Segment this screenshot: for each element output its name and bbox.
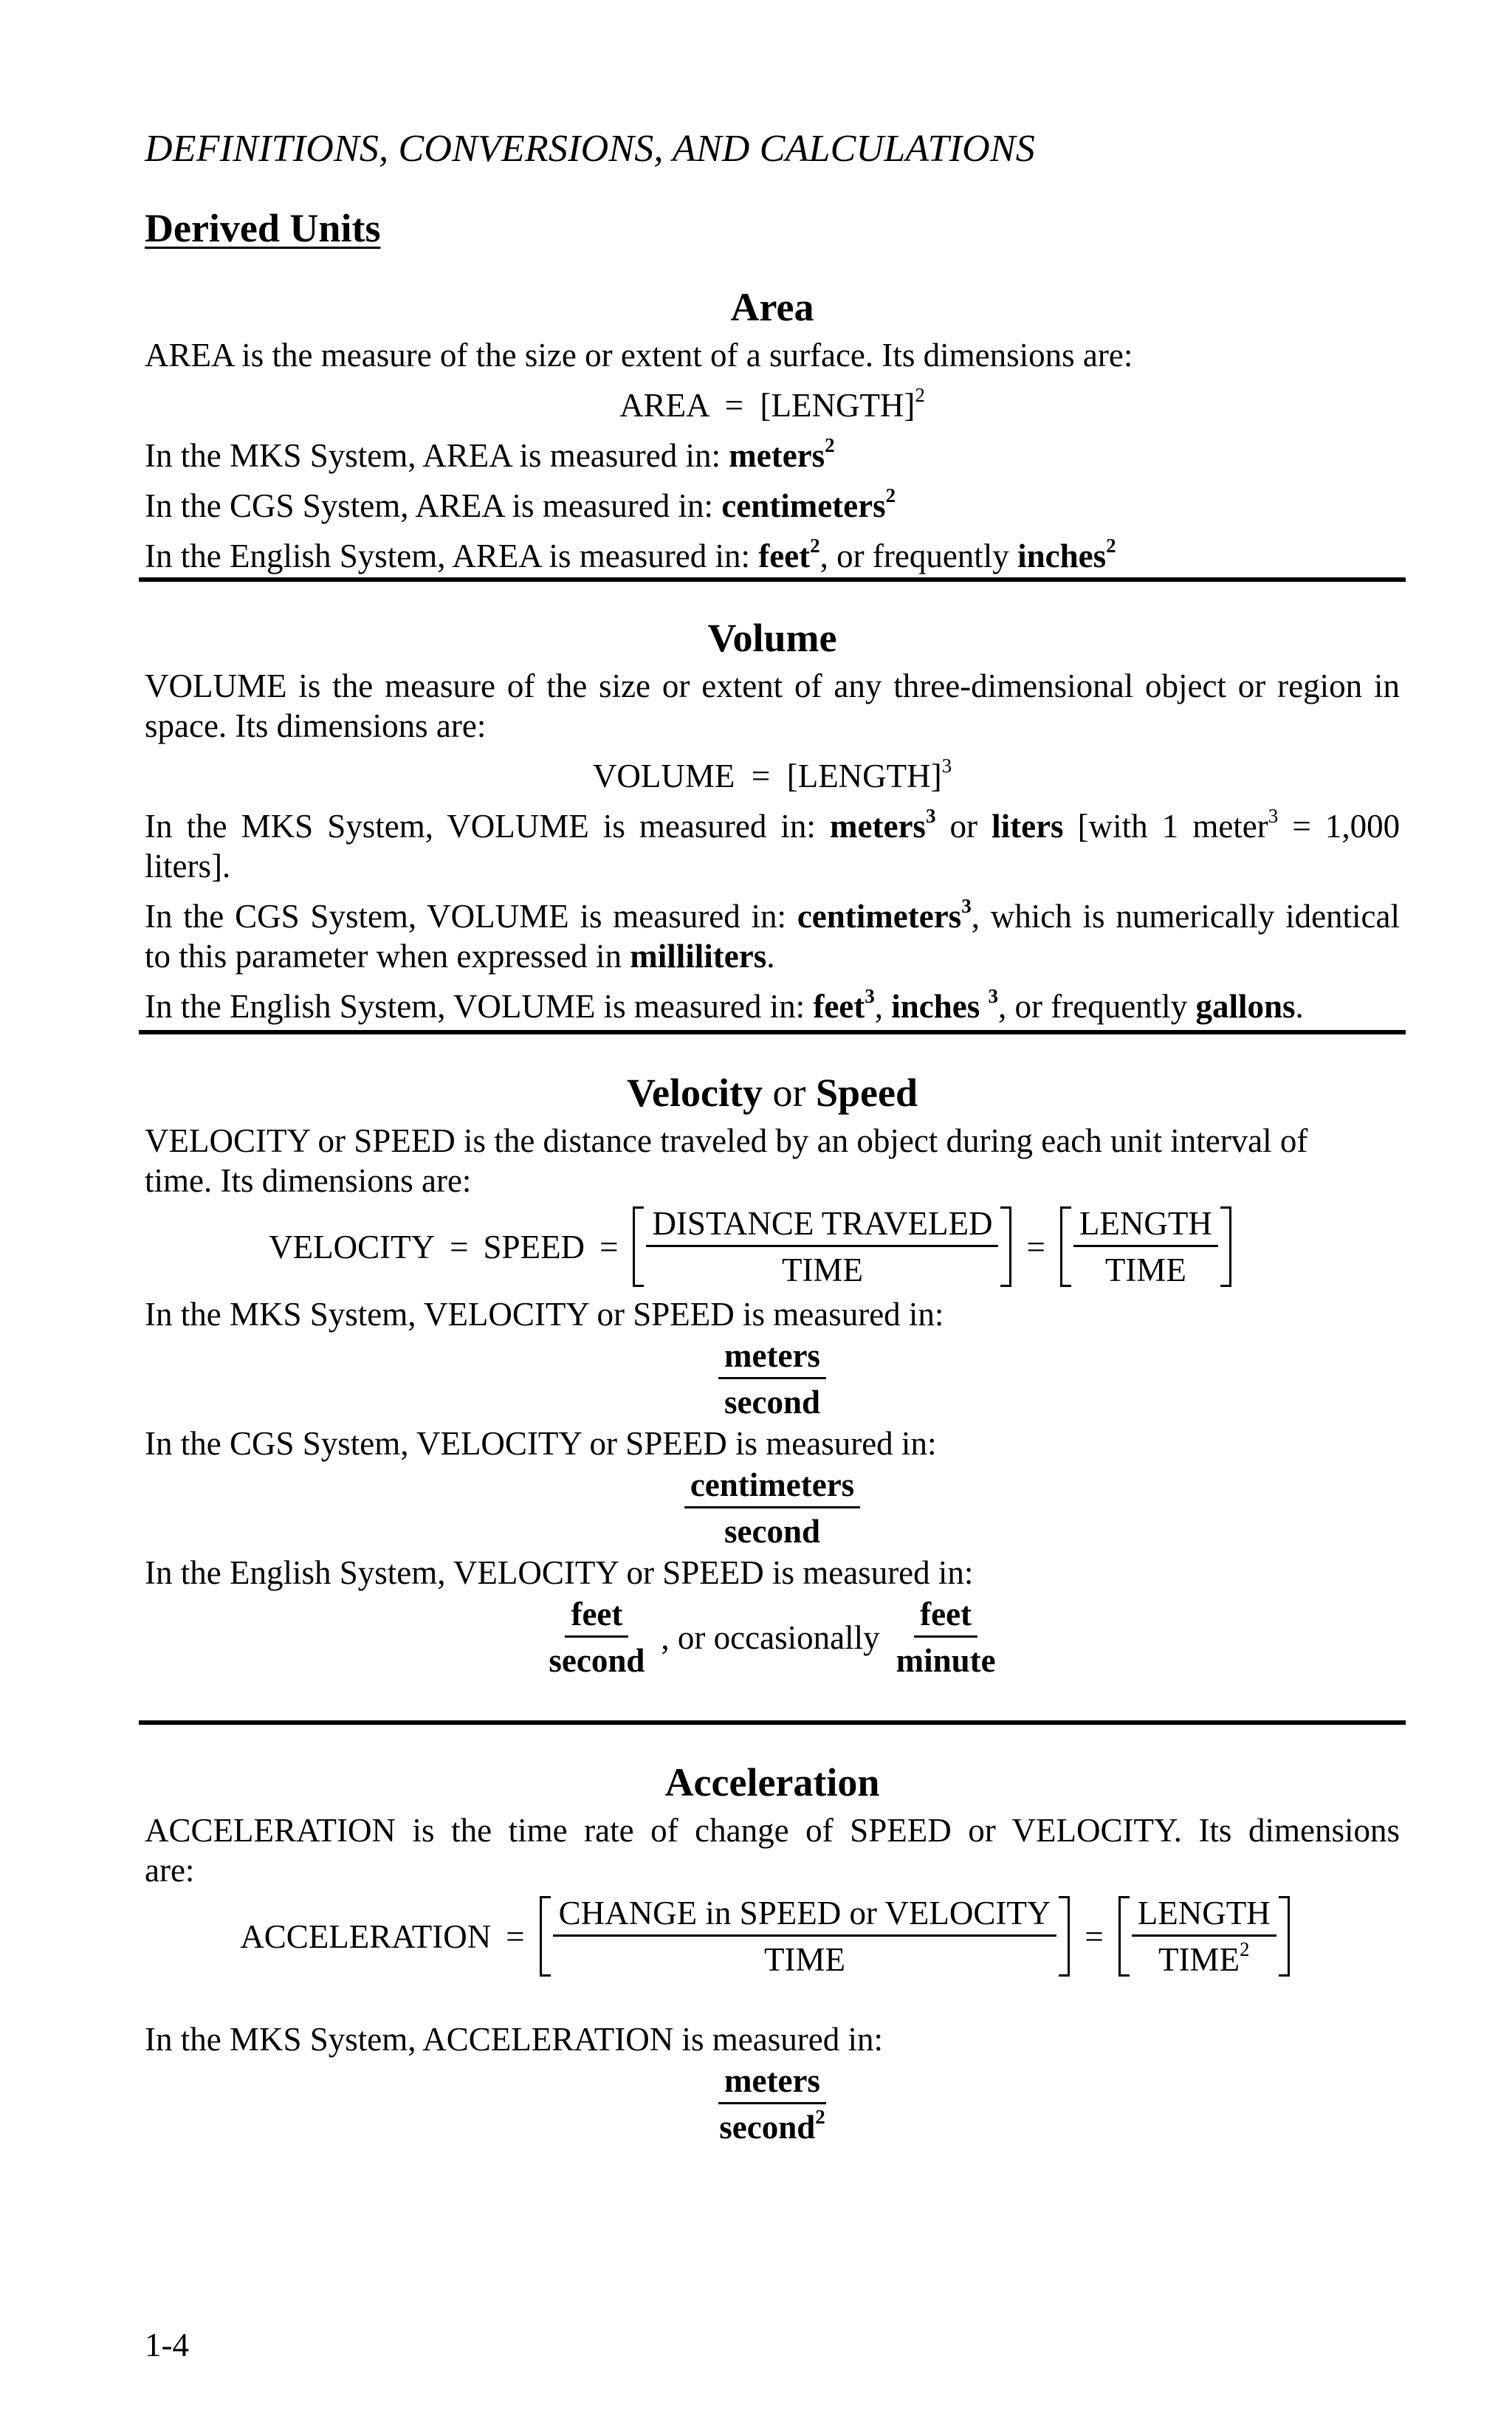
section-heading-derived-units: Derived Units xyxy=(145,206,381,250)
acceleration-formula: ACCELERATION = $\frac{\text{CHANGE in SPEED or VELOCITY}}{\text{TIME}}$ = $\frac{\text{LENGTH}}{TIME^2}$ xyxy=(130,1895,1400,1978)
section-divider xyxy=(139,577,1406,582)
area-mks-line: In the MKS System, AREA is measured in: meters$^2$ xyxy=(145,434,835,474)
volume-section xyxy=(145,614,1400,1026)
section-divider xyxy=(139,1030,1406,1034)
volume-title: Volume xyxy=(707,616,837,660)
length-over-time-fraction: $\frac{\text{LENGTH}}{\text{TIME}}$ xyxy=(1060,1205,1231,1288)
velocity-mks-unit: $\frac{\text{meters}}{\text{second}}$ xyxy=(145,1337,1400,1421)
acceleration-title: Acceleration xyxy=(664,1760,880,1805)
velocity-definition-line1: VELOCITY or SPEED is the distance traveled by an object during each unit interval of xyxy=(145,1122,1308,1159)
velocity-definition-line2: time. Its dimensions are: xyxy=(145,1162,472,1199)
page-number: 1-4 xyxy=(145,2327,189,2363)
velocity-title: Velocity or Speed xyxy=(627,1071,918,1115)
acceleration-section xyxy=(145,1759,1400,2146)
area-section xyxy=(145,284,1400,576)
velocity-cgs-unit: $\frac{\text{centimeters}}{\text{second}}$ xyxy=(145,1466,1400,1550)
volume-definition-line1: VOLUME is the measure of the size or extent of any three-dimensional object or region in xyxy=(145,667,1400,704)
volume-english-line: In the English System, VOLUME is measured in: feet$^3$, inches $^3$, or frequently gallons. xyxy=(145,985,1304,1025)
document-page xyxy=(145,0,1400,2424)
acceleration-mks-unit: $\frac{\text{meters}}{second^2}$ xyxy=(719,2062,825,2146)
volume-definition-line2: space. Its dimensions are: xyxy=(145,707,487,744)
section-divider xyxy=(139,1720,1406,1725)
area-formula: AREA = [LENGTH]$^2$ xyxy=(619,384,925,424)
velocity-formula: VELOCITY = SPEED = $\frac{\text{DISTANCE TRAVELED}}{\text{TIME}}$ = $\frac{\text{LENGTH}}{\text{TIME}}$ xyxy=(100,1205,1400,1288)
velocity-mks-line: In the MKS System, VELOCITY or SPEED is measured in: xyxy=(145,1296,944,1333)
area-definition: AREA is the measure of the size or extent of a surface. Its dimensions are: xyxy=(145,337,1133,374)
area-cgs-line: In the CGS System, AREA is measured in: centimeters$^2$ xyxy=(145,484,896,524)
length-over-time-squared-fraction: $\frac{\text{LENGTH}}{TIME^2}$ xyxy=(1118,1895,1290,1978)
velocity-english-line: In the English System, VELOCITY or SPEED is measured in: xyxy=(145,1554,974,1591)
velocity-english-units: $\frac{\text{feet}}{\text{second}}$ , or occasionally $\frac{\text{feet}}{\text{minute}}$ xyxy=(549,1596,996,1679)
area-title: Area xyxy=(730,285,814,329)
acceleration-mks-line: In the MKS System, ACCELERATION is measured in: xyxy=(145,2021,883,2058)
velocity-cgs-line: In the CGS System, VELOCITY or SPEED is measured in: xyxy=(145,1425,937,1462)
distance-over-time-fraction: $\frac{\text{DISTANCE TRAVELED}}{\text{TIME}}$ xyxy=(633,1205,1011,1288)
area-english-line: In the English System, AREA is measured in: feet$^2$, or frequently inches$^2$ xyxy=(145,535,1116,574)
velocity-section xyxy=(145,1069,1400,1679)
acceleration-definition-line1: ACCELERATION is the time rate of change of SPEED or VELOCITY. Its dimensions xyxy=(145,1812,1400,1849)
volume-mks-line2: liters]. xyxy=(145,848,231,885)
acceleration-definition-line2: are: xyxy=(145,1852,195,1889)
running-head: DEFINITIONS, CONVERSIONS, AND CALCULATIONS xyxy=(145,128,1035,170)
volume-cgs-line: In the CGS System, VOLUME is measured in: centimeters$^3$, which is numerically identical xyxy=(145,895,1401,935)
change-over-time-fraction: $\frac{\text{CHANGE in SPEED or VELOCITY}}{\text{TIME}}$ xyxy=(540,1895,1071,1978)
volume-formula: VOLUME = [LENGTH]$^3$ xyxy=(592,755,952,794)
volume-mks-line: In the MKS System, VOLUME is measured in: meters$^3$ or liters [with 1 meter$^3$ = 1,000 xyxy=(145,805,1401,845)
volume-cgs-line2: to this parameter when expressed in milliliters. xyxy=(145,938,775,975)
